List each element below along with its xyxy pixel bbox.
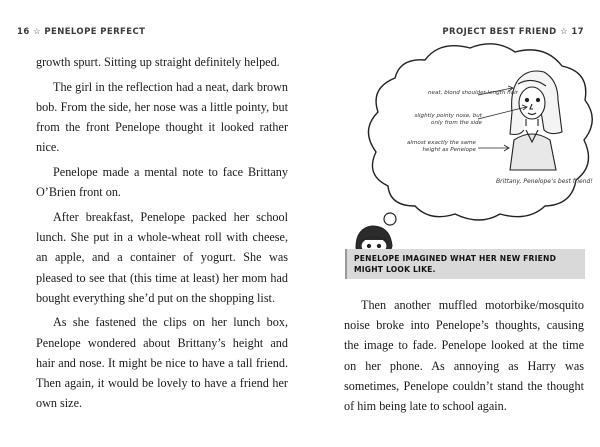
note-height: almost exactly the same height as Penelope [406, 140, 476, 153]
paragraph: The girl in the reflection had a neat, dark brown bob. From the side, her nose was a little pointy, but from the front Penelope thought it looked rather nice. [36, 79, 288, 155]
note-nose: slightly pointy nose, but only from the side [414, 113, 482, 126]
thought-bubble-small [384, 213, 396, 225]
paragraph: After breakfast, Penelope packed her school lunch. She put in a whole-wheat roll with cheese, an apple, and a container of yogurt. She was pleased to see that (this time at least) her mom had bought everything she’d put on the shopping list. [36, 209, 288, 305]
illustration-caption-box [345, 249, 585, 279]
figure-label: Brittany, Penelope’s best friend! [496, 178, 593, 185]
left-body-text [36, 52, 288, 413]
right-body-text [344, 295, 584, 416]
paragraph: As she fastened the clips on her lunch box, Penelope wondered about Brittany’s height and hair and nose. It might be nice to have a tall friend. Then again, it would be lovely to have a friend her own size. [36, 315, 288, 411]
note-hair: neat, blond shoulder-length hair [428, 90, 518, 96]
right-page [300, 0, 600, 447]
paragraph: Then another muffled motorbike/mosquito noise broke into Penelope’s thoughts, causing the image to fade. Penelope looked at the time on her phone. As annoying as Harry was sometimes, Penelope couldn’t stand the thought of him being late to school again. [344, 298, 584, 414]
left-running-header: 16 ☆ PENELOPE PERFECT [17, 27, 146, 37]
paragraph: Penelope made a mental note to face Brittany O’Brien front on. [36, 165, 288, 200]
right-running-header: PROJECT BEST FRIEND ☆ 17 [442, 27, 584, 37]
paragraph: growth spurt. Sitting up straight definitely helped. [36, 55, 280, 69]
illustration-caption: PENELOPE IMAGINED WHAT HER NEW FRIEND MIGHT LOOK LIKE. [354, 254, 557, 274]
